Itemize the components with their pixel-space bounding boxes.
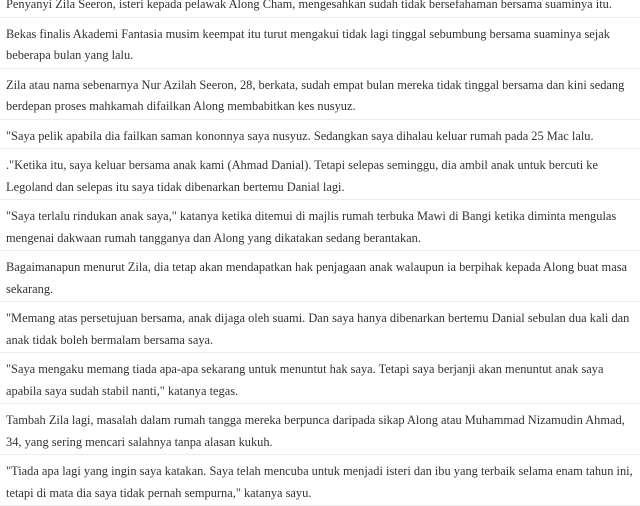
paragraph-4: "Saya pelik apabila dia failkan saman kononnya saya nusyuz. Sedangkan saya dihalau keluar rumah pada 25 Mac lalu. (0, 126, 640, 150)
paragraph-3: Zila atau nama sebenarnya Nur Azilah Seeron, 28, berkata, sudah empat bulan mereka tidak tinggal bersama dan kini sedang berdepan proses mahkamah difailkan Along membabitkan kes nusyuz. (0, 75, 640, 120)
paragraph-5: ."Ketika itu, saya keluar bersama anak kami (Ahmad Danial). Tetapi selepas seminggu, dia ambil anak untuk bercuti ke Legoland dan selepas itu saya tidak dibenarkan bertemu Danial lagi. (0, 155, 640, 200)
paragraph-9: "Saya mengaku memang tiada apa-apa sekarang untuk menuntut hak saya. Tetapi saya berjanji akan menuntut anak saya apabila saya sudah stabil nanti," katanya tegas. (0, 359, 640, 404)
paragraph-1: Penyanyi Zila Seeron, isteri kepada pelawak Along Cham, mengesahkan sudah tidak bersefahaman bersama suaminya itu. (0, 0, 640, 18)
paragraph-7: Bagaimanapun menurut Zila, dia tetap akan mendapatkan hak penjagaan anak walaupun ia berpihak kepada Along buat masa sekarang. (0, 257, 640, 302)
paragraph-11: "Tiada apa lagi yang ingin saya katakan. Saya telah mencuba untuk menjadi isteri dan ibu yang terbaik selama enam tahun ini, tetapi di mata dia saya tidak pernah sempurna," katanya sayu. (0, 461, 640, 506)
paragraph-8: "Memang atas persetujuan bersama, anak dijaga oleh suami. Dan saya hanya dibenarkan bertemu Danial sebulan dua kali dan anak tidak boleh bermalam bersama saya. (0, 308, 640, 353)
paragraph-2: Bekas finalis Akademi Fantasia musim keempat itu turut mengakui tidak lagi tinggal sebumbung bersama suaminya sejak beberapa bulan yang lalu. (0, 24, 640, 69)
paragraph-6: "Saya terlalu rindukan anak saya," katanya ketika ditemui di majlis rumah terbuka Mawi di Bangi ketika diminta mengulas mengenai dakwaan rumah tangganya dan Along yang dikatakan sedang berantakan. (0, 206, 640, 251)
paragraph-10: Tambah Zila lagi, masalah dalam rumah tangga mereka berpunca daripada sikap Along atau Muhammad Nizamudin Ahmad, 34, yang sering mencari salahnya tanpa alasan kukuh. (0, 410, 640, 455)
